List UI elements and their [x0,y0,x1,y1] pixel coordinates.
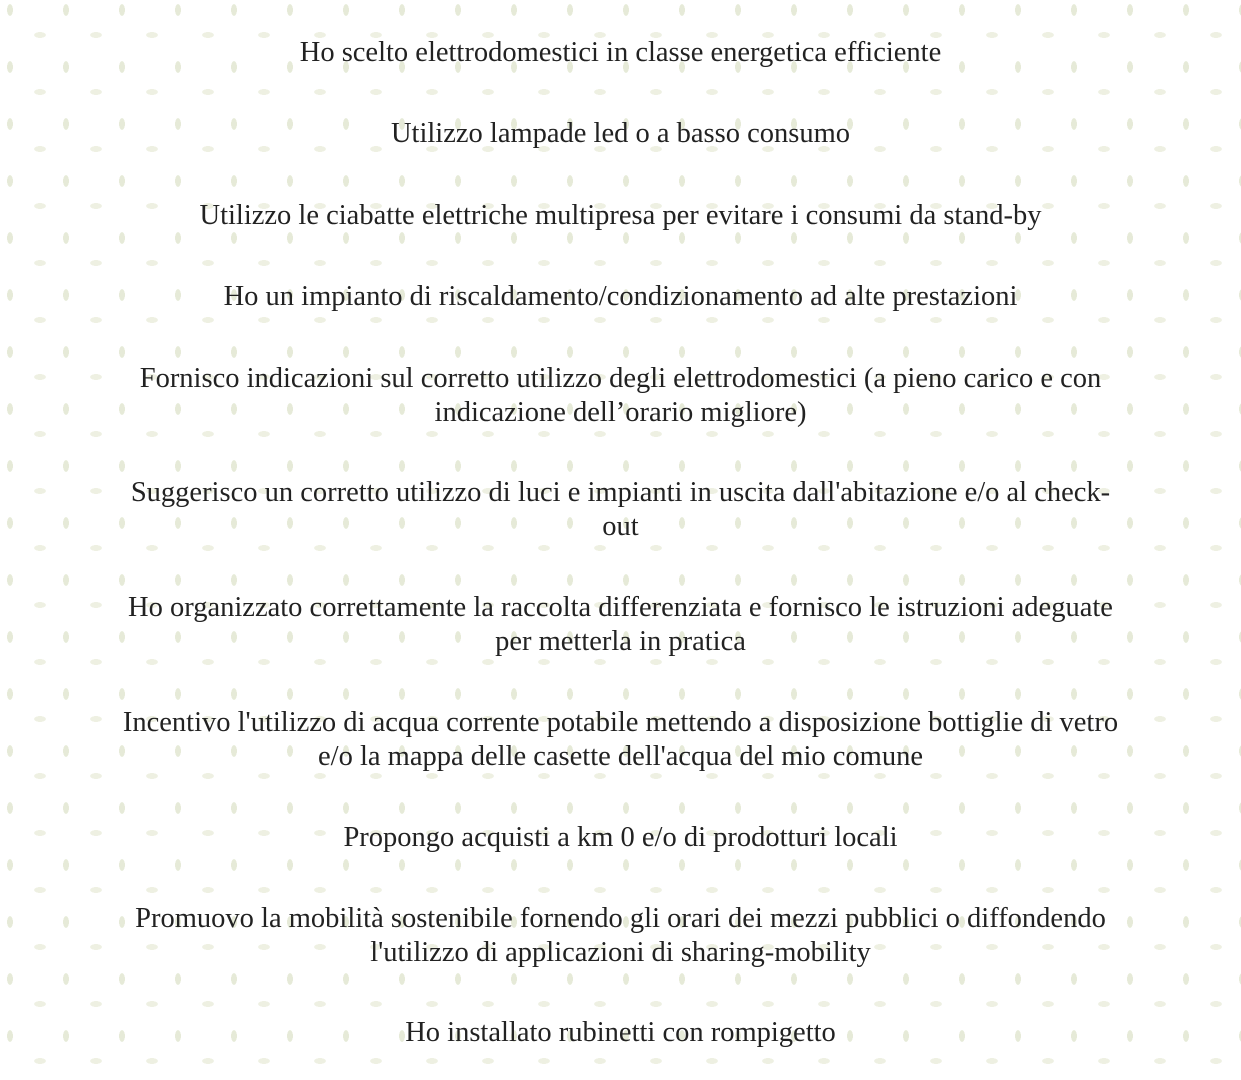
list-item: Fornisco indicazioni sul corretto utilizzo degli elettrodomestici (a pieno carico e con indicazione dell’orario migliore) [139,363,1102,428]
list-item: Promuovo la mobilità sostenibile fornendo gli orari dei mezzi pubblici o diffondendo l'utilizzo di applicazioni di sharing-mobility [135,903,1106,968]
list-item: Ho organizzato correttamente la raccolta differenziata e fornisco le istruzioni adeguate per metterla in pratica [128,592,1113,657]
list-item: Ho scelto elettrodomestici in classe energetica efficiente [299,37,942,68]
list-item: Utilizzo le ciabatte elettriche multipresa per evitare i consumi da stand-by [199,200,1042,231]
list-item: Utilizzo lampade led o a basso consumo [390,118,851,149]
list-item: Ho un impianto di riscaldamento/condizionamento ad alte prestazioni [223,281,1018,312]
list-item: Suggerisco un corretto utilizzo di luci e impianti in uscita dall'abitazione e/o al check-out [130,477,1111,542]
list-item: Ho installato rubinetti con rompigetto [405,1017,836,1048]
list-item: Incentivo l'utilizzo di acqua corrente potabile mettendo a disposizione bottiglie di vetro e/o la mappa delle casette dell'acqua del mio comune [122,707,1119,772]
list-item: Propongo acquisti a km 0 e/o di prodotturi locali [343,822,898,853]
